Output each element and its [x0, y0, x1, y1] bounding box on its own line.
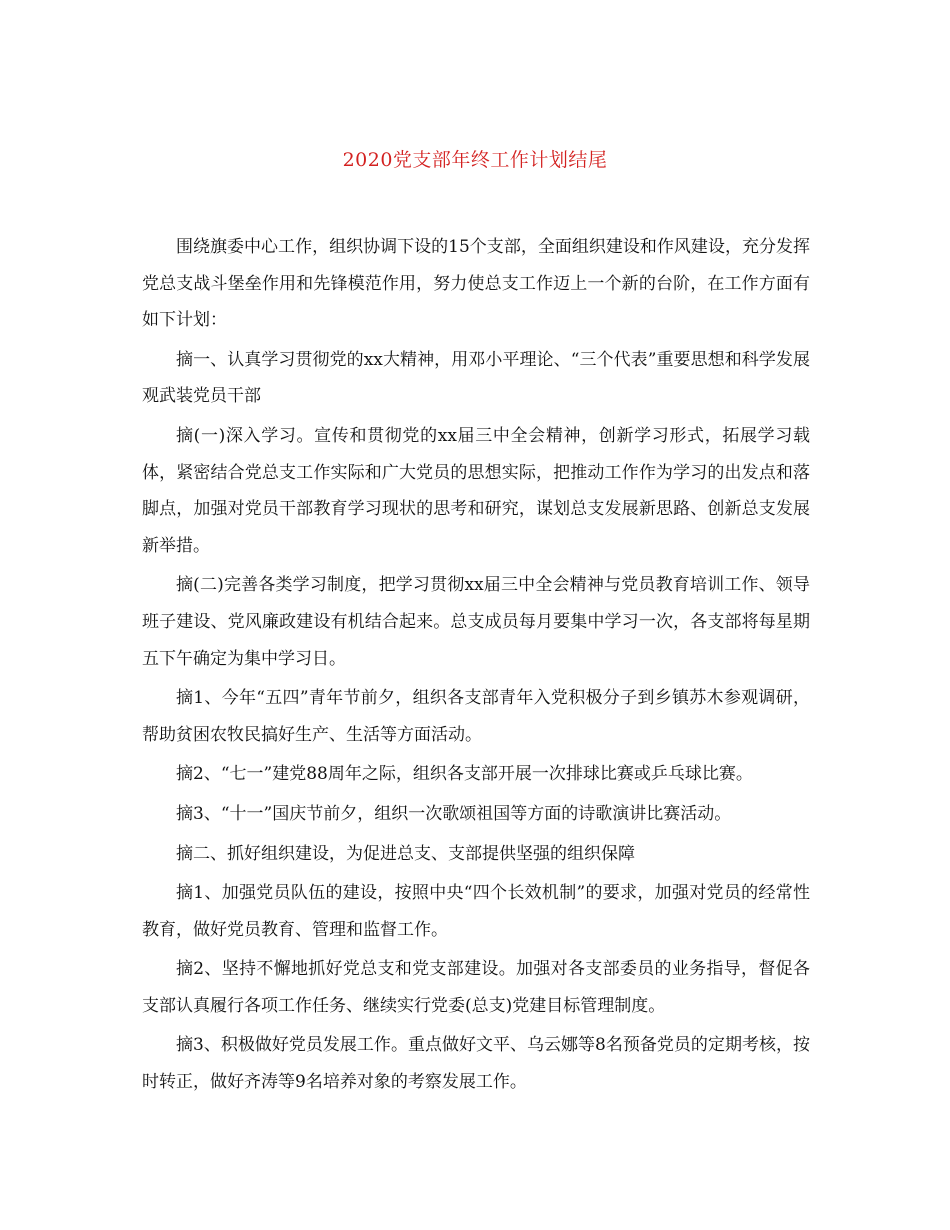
paragraph-national-day-activity: 摘3、“十一”国庆节前夕，组织一次歌颂祖国等方面的诗歌演讲比赛活动。: [176, 803, 732, 824]
document-body: [142, 229, 810, 1104]
paragraph-section-2-heading: 摘二、抓好组织建设，为促进总支、支部提供坚强的组织保障: [176, 843, 635, 864]
paragraph-youth-day-activity: 摘1、今年“五四”青年节前夕，组织各支部青年入党积极分子到乡镇苏木参观调研，帮助贫困农牧民搞好生产、生活等方面活动。: [142, 688, 810, 745]
paragraph-member-team: 摘1、加强党员队伍的建设，按照中央“四个长效机制”的要求，加强对党员的经常性教育，做好党员教育、管理和监督工作。: [142, 883, 810, 940]
paragraph-intro: 围绕旗委中心工作，组织协调下设的15个支部，全面组织建设和作风建设，充分发挥党总支战斗堡垒作用和先锋模范作用，努力使总支工作迈上一个新的台阶，在工作方面有如下计划：: [142, 237, 810, 331]
paragraph-branch-building: 摘2、坚持不懈地抓好党总支和党支部建设。加强对各支部委员的业务指导，督促各支部认真履行各项工作任务、继续实行党委(总支)党建目标管理制度。: [142, 959, 810, 1016]
paragraph-study-deeply: 摘(一)深入学习。宣传和贯彻党的xx届三中全会精神，创新学习形式，拓展学习载体，紧密结合党总支工作实际和广大党员的思想实际，把推动工作作为学习的出发点和落脚点，加强对党员干部教育学习现状的思考和研究，谋划总支发展新思路、创新总支发展新举措。: [142, 425, 810, 556]
paragraph-party-day-activity: 摘2、“七一”建党88周年之际，组织各支部开展一次排球比赛或乒乓球比赛。: [176, 764, 753, 785]
paragraph-study-system: 摘(二)完善各类学习制度，把学习贯彻xx届三中全会精神与党员教育培训工作、领导班子建设、党风廉政建设有机结合起来。总支成员每月要集中学习一次，各支部将每星期五下午确定为集中学习日。: [142, 575, 810, 669]
paragraph-section-1-heading: 摘一、认真学习贯彻党的xx大精神，用邓小平理论、“三个代表”重要思想和科学发展观武装党员干部: [142, 349, 810, 407]
document-title: 2020党支部年终工作计划结尾: [342, 149, 608, 171]
paragraph-member-development: 摘3、积极做好党员发展工作。重点做好文平、乌云娜等8名预备党员的定期考核，按时转正，做好齐涛等9名培养对象的考察发展工作。: [142, 1035, 810, 1093]
